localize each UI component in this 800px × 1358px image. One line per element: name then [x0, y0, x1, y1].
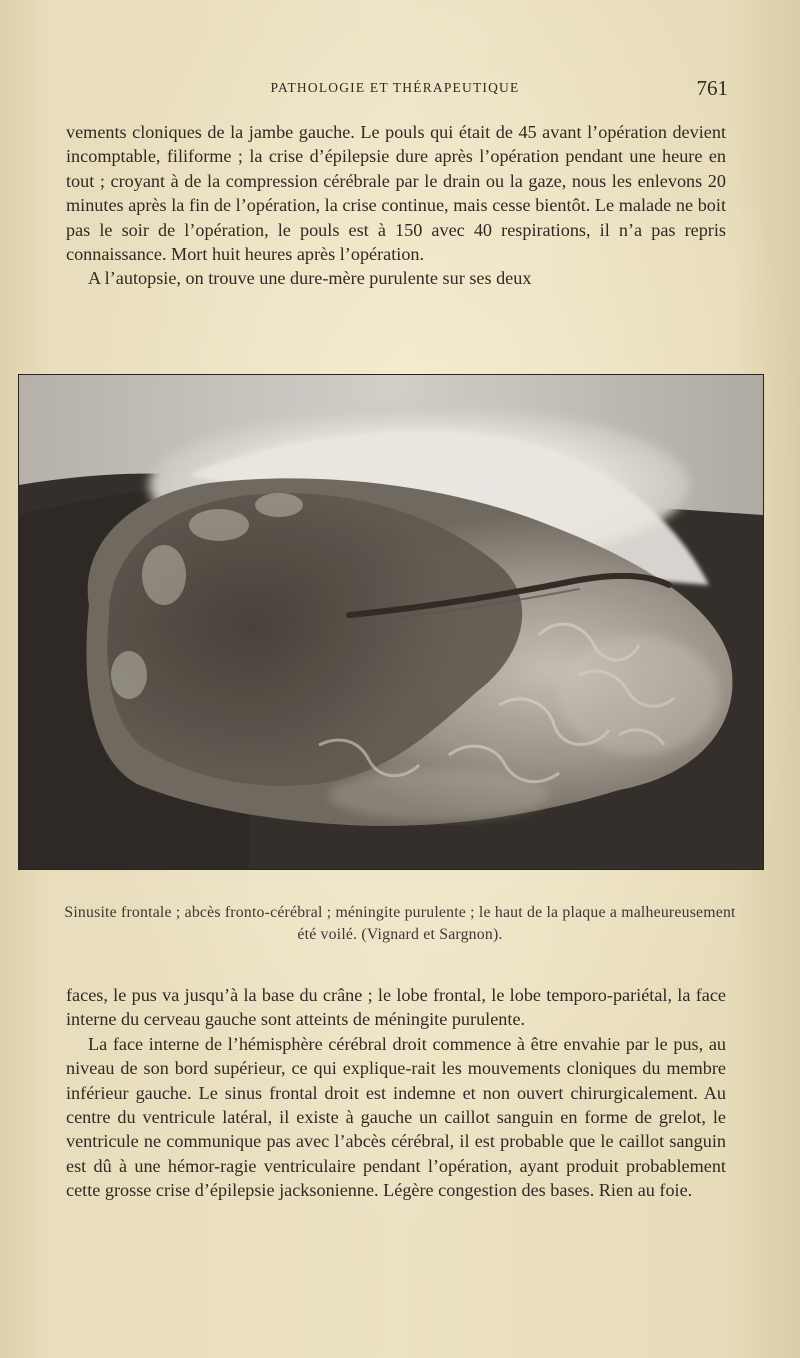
paragraph-hemisphere: La face interne de l’hémisphère cérébral droit commence à être envahie par le pus, au niveau de son bord supérieur, ce qui explique-rait les mouvements cloniques du membre inférieur gauche. Le sinus frontal droit est indemne et non ouvert chirurgicalement. Au centre du ventricule latéral, il existe à gauche un caillot sanguin en forme de grelot, le ventricule ne communique pas avec l’abcès cérébral, il est probable que le caillot sanguin est dû à une hémor-ragie ventriculaire pendant l’opération, ayant produit probablement cette grosse crise d’épilepsie jacksonienne. Légère congestion des bases. Rien au foie. — [66, 1033, 726, 1201]
running-head — [70, 76, 728, 102]
page-number: 761 — [696, 76, 728, 100]
paragraph-meningitis: faces, le pus va jusqu’à la base du crâne ; le lobe frontal, le lobe temporo-pariétal, la face interne du cerveau gauche sont atteints de méningite purulente. — [66, 985, 726, 1030]
bottom-text-block — [66, 983, 726, 1203]
running-title: PATHOLOGIE ET THÉRAPEUTIQUE — [270, 80, 520, 95]
paragraph-continuation: vements cloniques de la jambe gauche. Le pouls qui était de 45 avant l’opération devient incomptable, filiforme ; la crise d’épilepsie dure après l’opération pendant une heure en tout ; croyant à de la compression cérébrale par le drain ou la gaze, nous les enlevons 20 minutes après la fin de l’opération, la crise continue, mais cesse bientôt. Le malade ne boit pas le soir de l’opération, le pouls est à 150 avec 40 respirations, il n’a pas repris connaissance. Mort huit heures après l’opération. — [66, 122, 726, 265]
brain-photograph — [18, 374, 764, 870]
top-text-block — [66, 120, 726, 291]
brain-specimen-image — [19, 375, 763, 869]
figure-caption: Sinusite frontale ; abcès fronto-cérébral ; méningite purulente ; le haut de la plaque a malheureusement été voilé. (Vignard et Sargnon). — [64, 904, 736, 943]
paragraph-autopsy: A l’autopsie, on trouve une dure-mère purulente sur ses deux — [88, 268, 532, 289]
